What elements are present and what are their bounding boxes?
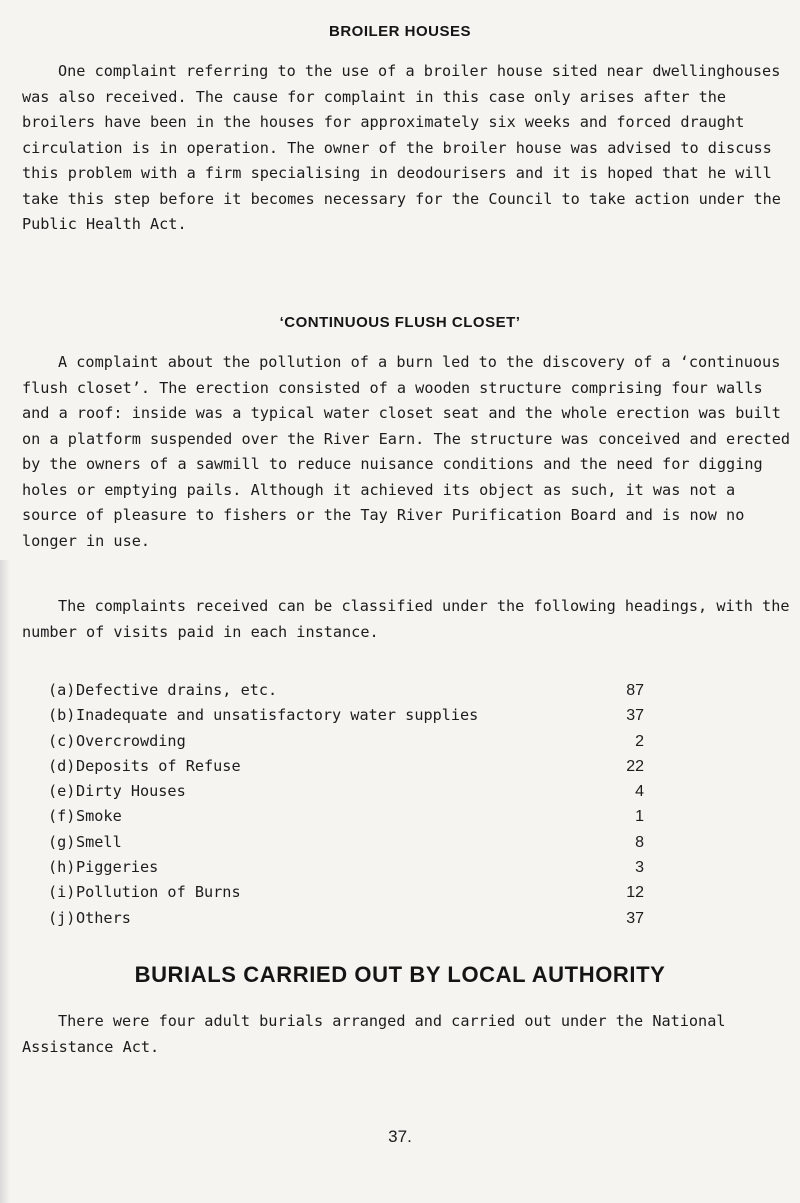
item-label: (h) bbox=[48, 858, 76, 877]
item-count: 37 bbox=[626, 707, 644, 725]
list-item bbox=[48, 729, 644, 754]
item-text: Smoke bbox=[76, 807, 122, 826]
item-count: 2 bbox=[635, 732, 644, 750]
list-item bbox=[48, 880, 644, 905]
item-count: 37 bbox=[626, 909, 644, 927]
item-text: Piggeries bbox=[76, 858, 159, 877]
item-count: 12 bbox=[626, 884, 644, 902]
item-label: (c) bbox=[48, 731, 76, 750]
complaints-intro: The complaints received can be classified under the following headings, with the number of visits paid in each instance. bbox=[22, 597, 790, 641]
burials-heading: BURIALS CARRIED OUT BY LOCAL AUTHORITY bbox=[134, 962, 666, 987]
list-item bbox=[48, 855, 644, 880]
continuous-flush-closet-heading: ‘CONTINUOUS FLUSH CLOSET’ bbox=[279, 314, 521, 331]
item-label: (f) bbox=[48, 807, 76, 826]
broiler-houses-heading: BROILER HOUSES bbox=[328, 23, 471, 40]
scan-shadow bbox=[0, 560, 10, 1203]
list-item bbox=[48, 703, 644, 728]
item-label: (a) bbox=[48, 681, 76, 699]
item-text: Deposits of Refuse bbox=[76, 756, 241, 775]
list-item bbox=[48, 754, 644, 779]
item-text: Pollution of Burns bbox=[76, 883, 241, 902]
item-label: (i) bbox=[48, 883, 76, 902]
broiler-houses-paragraph: One complaint referring to the use of a broiler house sited near dwellinghouses was also received. The cause for complaint in this case only arises after the broilers have been in the houses for approximately six weeks and forced draught circulation is in operation. The owner of the broiler house was advised to discuss this problem with a firm specialising in deodourisers and it is hoped that he will take this step before it becomes necessary for the Council to take action under the Public Health Act. bbox=[22, 62, 781, 233]
list-item bbox=[48, 906, 644, 931]
item-text: Overcrowding bbox=[76, 731, 186, 750]
item-count: 8 bbox=[635, 833, 644, 851]
item-label: (e) bbox=[48, 782, 76, 801]
item-label: (b) bbox=[48, 706, 76, 725]
list-item bbox=[48, 779, 644, 804]
list-item bbox=[48, 678, 644, 703]
item-label: (j) bbox=[48, 908, 76, 927]
item-label: (d) bbox=[48, 756, 76, 775]
item-text: Inadequate and unsatisfactory water supplies bbox=[76, 706, 479, 725]
list-item bbox=[48, 804, 644, 829]
item-count: 3 bbox=[635, 859, 644, 877]
burials-paragraph: There were four adult burials arranged and carried out under the National Assistance Act. bbox=[22, 1012, 726, 1056]
item-text: Defective drains, etc. bbox=[76, 681, 278, 699]
item-label: (g) bbox=[48, 832, 76, 851]
complaints-list bbox=[48, 678, 644, 931]
item-text: Dirty Houses bbox=[76, 782, 186, 801]
page-number: 37. bbox=[388, 1127, 412, 1146]
list-item bbox=[48, 830, 644, 855]
item-text: Others bbox=[76, 908, 131, 927]
item-count: 87 bbox=[626, 682, 644, 699]
item-count: 1 bbox=[635, 808, 644, 826]
item-count: 4 bbox=[635, 783, 644, 801]
continuous-flush-closet-paragraph: A complaint about the pollution of a burn led to the discovery of a ‘continuous flush closet’. The erection consisted of a wooden structure comprising four walls and a roof: inside was a typical water closet seat and the whole erection was built on a platform suspended over the River Earn. The structure was conceived and erected by the owners of a sawmill to reduce nuisance conditions and the need for digging holes or emptying pails. Although it achieved its object as such, it was not a source of pleasure to fishers or the Tay River Purification Board and is now no longer in use. bbox=[22, 353, 791, 550]
item-count: 22 bbox=[626, 757, 644, 775]
item-text: Smell bbox=[76, 832, 122, 851]
